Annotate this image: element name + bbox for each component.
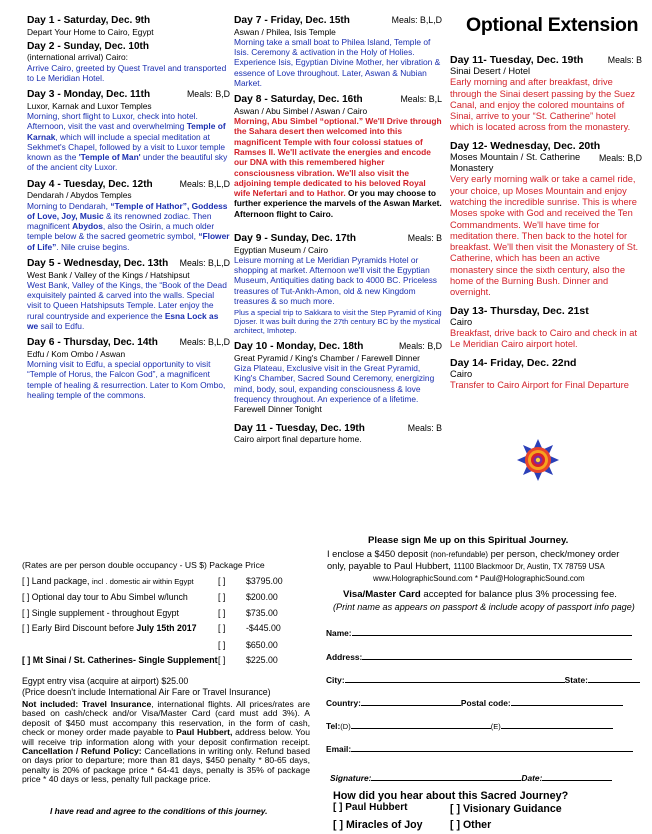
day-location: Dendarah / Abydos Temples — [27, 190, 132, 201]
price-value: $225.00 — [246, 655, 278, 665]
day-heading — [234, 15, 442, 27]
description-segment: . Nile cruise begins. — [56, 241, 130, 252]
city-row — [326, 674, 640, 685]
extension-day — [450, 140, 642, 299]
referral-paul-hubbert[interactable]: [ ] Paul Hubbert — [333, 802, 408, 813]
day-location: Aswan / Abu Simbel / Aswan / Cairo — [234, 105, 368, 116]
tel-evening-field[interactable] — [501, 720, 613, 729]
price-label[interactable]: [ ] Mt Sinai / St. Catherines- Single Supplement — [22, 655, 218, 665]
day-number: Day 14- — [450, 356, 488, 369]
city-field[interactable] — [345, 674, 565, 683]
extension-day — [450, 305, 642, 351]
description-segment: Or you may choose to further experience the marvels of the Aswan Market. Afternoon flight to Cairo. — [234, 188, 442, 219]
price-value: $650.00 — [246, 640, 278, 650]
day-description — [27, 359, 230, 400]
price-row — [22, 592, 278, 604]
day-entry — [27, 41, 230, 83]
day-number: Day 11- — [450, 54, 487, 66]
signature-field[interactable] — [371, 772, 521, 781]
price-value: $3795.00 — [246, 576, 283, 586]
description-segment: Morning to Dendarah, — [27, 200, 111, 211]
day-description: Breakfast, drive back to Cairo and check in at Le Meridian Cairo airport hotel. — [450, 327, 638, 350]
day-heading — [27, 179, 230, 191]
mailing-address: 11100 Blackmoor Dr, Austin, TX 78759 USA — [453, 562, 605, 571]
terms-body-2: address below. You will receive trip information along with your deposit confirmation receipt. — [22, 727, 310, 747]
day-entry — [234, 15, 442, 88]
terms-body: , international flights. All prices/rates are based on cash/check and/or Visa/Master Card (card must add 3%). A deposit of $450 must accompany this reservation, in the form of cash, check or money order made payable to — [22, 699, 310, 738]
description-segment: Giza Plateau, Exclusive visit in the Great Pyramid, King's Chamber, Sacred Sound Ceremony, energizing mind, body, soul, expanding consciousness & love frequency throughout. An experience of a lifetime. — [234, 363, 435, 405]
itinerary-column-2 — [234, 15, 442, 444]
day-date: Thursday, Dec. 21st — [490, 304, 589, 317]
price-value: -$445.00 — [246, 623, 281, 633]
pricing-header: (Rates are per person double occupancy - US $) Package Price — [22, 560, 265, 570]
terms-lead: Not included: Travel Insurance — [22, 699, 152, 709]
day-entry — [234, 94, 442, 219]
price-row — [22, 608, 278, 620]
description-segment: “Flower of Life” — [27, 231, 230, 252]
day-entry — [27, 15, 230, 37]
refund-policy-heading: Cancellation / Refund Policy: — [22, 746, 142, 757]
date-field[interactable] — [542, 772, 612, 781]
date-label: Date: — [521, 773, 543, 783]
day-location: Moses Mountain / St. Catherine Monastery — [450, 151, 581, 174]
description-segment: Morning, Abu Simbel “optional.” We'll Drive through the Sahara desert then welcomed into this magnificent Temple with four colossi statues of Ramses II. We'll activate the energies and encode our DNA with this remembered higher consciousness vibration. We'll also visit the adjoining temple dedicated to his beloved Royal wife Nefertari and to Hathor. — [234, 116, 442, 199]
price-label[interactable]: [ ] Single supplement - throughout Egypt — [22, 608, 179, 618]
description-segment: Farewell Dinner Tonight — [234, 404, 322, 415]
day-date: Saturday, Dec. 9th — [63, 15, 151, 26]
day-description — [234, 116, 442, 219]
tel-row — [326, 720, 613, 731]
day-meals: Meals: B,L,D — [179, 178, 230, 189]
day-heading — [234, 341, 442, 353]
day-description — [27, 111, 230, 173]
extension-day — [450, 357, 642, 392]
card-fee-text: accepted for balance plus 3% processing fee. — [420, 589, 617, 600]
day-date: Tuesday, Dec. 12th — [63, 178, 153, 190]
day-entry — [27, 179, 230, 252]
referral-question: How did you hear about this Sacred Journey? — [333, 790, 569, 802]
price-label[interactable]: [ ] Land package, — [22, 576, 92, 586]
description-segment: Arrive Cairo, greeted by Quest Travel and transported to Le Meridian Hotel. — [27, 62, 227, 83]
deposit-note: (non-refundable) — [430, 550, 489, 559]
name-label: Name: — [326, 628, 352, 638]
price-checkbox[interactable]: [ ] — [218, 592, 226, 602]
day-entry — [234, 233, 442, 335]
day-entry — [234, 423, 442, 445]
description-segment: , also the Osirin, a much older temple below & the sacred geometric symbol, — [27, 221, 215, 242]
description-segment: Temple of Karnak — [27, 121, 226, 142]
country-label: Country: — [326, 698, 361, 708]
payable-label: only, payable to Paul Hubbert, — [327, 561, 454, 571]
description-segment: Leisure morning at Le Meridian Pyramids Hotel or shopping at market. Afternoon we'll visit the Egyptian Museum, Antiquities dating back to 4000 BC. Priceless treasures of Tut-Ankh-Amon, old & new Kingdom treasures & so much more. — [234, 254, 437, 307]
day-description — [234, 37, 442, 88]
day-number: Day 4 - — [27, 178, 61, 190]
day-number: Day 3 - — [27, 89, 61, 101]
day-location: (international arrival) Cairo: — [27, 52, 129, 63]
extension-column — [450, 54, 642, 397]
day-location: Egyptian Museum / Cairo — [234, 244, 329, 255]
price-checkbox[interactable]: [ ] — [218, 655, 226, 665]
description-segment: 'Temple of Man' — [78, 152, 141, 163]
day-meals: Meals: B,L,D — [179, 258, 230, 269]
price-excludes: (Price doesn't include International Air Fare or Travel Insurance) — [22, 687, 271, 697]
day-number: Day 13- — [450, 304, 488, 317]
card-text — [343, 590, 617, 600]
passport-note: (Print name as appears on passport & include acopy of passport info page) — [333, 602, 635, 612]
day-location: Depart Your Home to Cairo, Egypt — [27, 26, 154, 37]
day-description — [27, 63, 230, 84]
day-number: Day 11 - — [234, 422, 273, 434]
day-location: Great Pyramid / King's Chamber / Farewell Dinner — [234, 352, 420, 363]
day-meals: Meals: B,D — [398, 341, 442, 352]
country-row — [326, 697, 623, 708]
day-date: Tuesday, Dec. 19th — [489, 54, 584, 66]
day-number: Day 12- — [450, 139, 488, 152]
day-location: Cairo airport final departure home. — [234, 434, 362, 445]
mandala-icon — [516, 438, 560, 482]
description-segment: , which will include a special meditation at Sekhmet's Chapel, followed by a visit to Luxor temple known as the — [27, 131, 226, 163]
day-meals: Meals: B — [607, 55, 642, 65]
day-meals: Meals: B,L,D — [179, 337, 230, 348]
tel-day-label: (D) — [340, 722, 351, 731]
terms-text — [22, 700, 310, 785]
price-row — [22, 576, 283, 588]
day-entry — [27, 337, 230, 400]
price-checkbox[interactable]: [ ] — [218, 640, 226, 650]
day-number: Day 2 - — [27, 40, 61, 52]
extension-title: Optional Extension — [466, 14, 639, 36]
extension-day — [450, 54, 642, 134]
day-description — [234, 363, 442, 414]
day-heading — [27, 15, 230, 27]
day-description: Transfer to Cairo Airport for Final Departure — [450, 379, 629, 390]
price-checkbox[interactable]: [ ] — [218, 576, 226, 586]
price-row — [22, 655, 278, 667]
tel-day-field[interactable] — [351, 720, 491, 729]
day-date: Saturday, Dec. 16th — [270, 94, 363, 106]
price-label-note: July 15th 2017 — [136, 623, 197, 633]
description-segment: Morning, short flight to Luxor, check into hotel. Afternoon, visit the vast and overwhelming — [27, 110, 198, 132]
terms-payee: Paul Hubbert, — [176, 727, 233, 738]
description-segment: Morning take a small boat to Philea Island, Temple of Isis. Ceremony & activation in the Holy of Holies. Experience Isis, Egyptian Divine Mother, her vibration & essence of Love throughout. Later, Aswan & Nubian Market. — [234, 36, 441, 88]
price-value: $735.00 — [246, 608, 278, 618]
day-meals: Meals: B,L — [400, 94, 442, 105]
description-segment: Esna Lock as we — [27, 310, 219, 332]
day-description — [27, 280, 230, 331]
extension-day-heading — [450, 54, 642, 66]
day-description — [234, 255, 442, 335]
description-segment: “Temple of Hathor”, Goddess of Love, Joy, Music — [27, 200, 228, 221]
signature-row — [330, 772, 612, 783]
day-meals: Meals: B — [407, 233, 442, 244]
day-date: Wednesday, Dec. 20th — [490, 139, 601, 152]
day-date: Sunday, Dec. 17th — [270, 233, 356, 245]
day-entry — [27, 89, 230, 173]
day-entry — [234, 341, 442, 414]
description-segment: under the beautiful sky of the ancient city Luxor. — [27, 152, 228, 173]
visa-fee: Egypt entry visa (acquire at airport) $25.00 — [22, 676, 189, 686]
price-checkbox[interactable]: [ ] — [218, 608, 226, 618]
day-description: Very early morning walk or take a camel ride, your choice, up Moses Mountain and enjoy watching the incredible sunrise. This is where Moses spoke with God and received the Ten Commandments. We'll have time for meditation there. Then back to the hotel for breakfast. We'll then visit the Monastery of St. Catherine, which has been an active monastery since the sixth century, also the home of the Burning Bush. Dinner and overnight. — [450, 174, 639, 298]
address-label: Address: — [326, 652, 363, 662]
description-segment: Morning visit to Edfu, a special opportunity to visit “Temple of Horus, the Falcon God”, a magnificent temple of healing & resurrection. Later to Kom Ombo, healing temple of the commons. — [27, 359, 226, 401]
day-heading — [27, 41, 230, 53]
price-value: $200.00 — [246, 592, 278, 602]
agree-text: I have read and agree to the conditions of this journey. — [50, 806, 268, 816]
description-segment: & its renowned zodiac. Then magnificent — [27, 210, 212, 232]
email-label: Email: — [326, 744, 352, 754]
day-heading — [27, 337, 230, 349]
name-field[interactable] — [352, 627, 632, 636]
state-label: State: — [564, 675, 588, 685]
tel-evening-label: (E) — [490, 722, 501, 731]
day-number: Day 9 - — [234, 233, 268, 245]
day-location: Cairo — [450, 316, 473, 327]
day-date: Friday, Dec. 15th — [270, 15, 350, 26]
day-date: Friday, Dec. 22nd — [490, 356, 577, 369]
price-label[interactable]: [ ] Optional day tour to Abu Simbel w/lunch — [22, 592, 188, 602]
day-description: Early morning and after breakfast, drive through the Sinai desert passing by the Suez Canal, and enjoy the colored mountains of Sinai, arrive to your “St. Catherine” hotel which is located across from the monastery. — [450, 77, 636, 133]
payable-text — [327, 561, 605, 572]
description-segment: West Bank, Valley of the Kings, the “Book of the Dead exquisitely painted & carved into the walls. Special visit to Queen Hatshipsuts Temple. Later enjoy the rural countryside and experience the — [27, 279, 227, 321]
description-segment: sail to Edfu. — [38, 321, 85, 332]
day-date: Monday, Dec. 18th — [276, 341, 364, 353]
day-location: Luxor, Karnak and Luxor Temples — [27, 100, 152, 111]
card-label: Visa/Master Card — [343, 589, 421, 600]
description-segment: Abydos — [72, 221, 103, 232]
referral-miracles-of-joy[interactable]: [ ] Miracles of Joy — [333, 819, 423, 831]
day-entry — [27, 258, 230, 331]
description-segment: Plus a special trip to Sakkara to visit the Step Pyramid of King Djoser. It was built during the 27th century BC by the mystical architect, Imhotep. — [234, 308, 442, 336]
price-row — [22, 623, 281, 635]
extension-day-heading — [450, 357, 642, 369]
day-location: Sinai Desert / Hotel — [450, 66, 531, 76]
postal-field[interactable] — [511, 697, 623, 706]
referral-visionary-guidance[interactable]: [ ] Visionary Guidance — [450, 803, 562, 815]
day-date: Tuesday, Dec. 19th — [275, 422, 365, 434]
day-date: Sunday, Dec. 10th — [63, 40, 149, 52]
price-label[interactable]: [ ] Early Bird Discount before — [22, 623, 137, 633]
tel-label: Tel: — [326, 721, 341, 731]
day-heading — [234, 423, 442, 435]
day-meals: Meals: B — [407, 422, 442, 433]
email-field[interactable] — [351, 743, 633, 752]
day-number: Day 8 - — [234, 94, 268, 106]
day-meals: Meals: B,L,D — [391, 15, 442, 25]
day-date: Thursday, Dec. 14th — [63, 337, 158, 349]
day-heading — [234, 94, 442, 106]
day-number: Day 6 - — [27, 337, 61, 349]
country-field[interactable] — [361, 697, 461, 706]
day-location: Edfu / Kom Ombo / Aswan — [27, 348, 126, 359]
day-meals: Meals: B,D — [598, 152, 642, 163]
signature-label: Signature: — [330, 773, 372, 783]
address-field[interactable] — [362, 651, 632, 660]
day-number: Day 5 - — [27, 258, 61, 270]
day-location: Cairo — [450, 368, 473, 379]
address-row — [326, 651, 632, 662]
deposit-label-2: per person, check/money order — [488, 549, 620, 559]
price-label-note: incl . domestic air within Egypt — [91, 577, 194, 586]
website-email: www.HolographicSound.com * Paul@HolographicSound.com — [373, 574, 585, 583]
day-heading — [27, 89, 230, 101]
day-number: Day 7 - — [234, 15, 268, 26]
day-number: Day 1 - — [27, 15, 61, 26]
city-label: City: — [326, 675, 345, 685]
deposit-label: I enclose a $450 deposit — [327, 549, 431, 559]
name-row — [326, 627, 632, 638]
day-description — [27, 201, 230, 252]
itinerary-column-1 — [27, 15, 230, 406]
day-date: Wednesday, Dec. 13th — [63, 258, 169, 270]
day-heading — [27, 258, 230, 270]
form-title: Please sign Me up on this Spiritual Journey. — [368, 535, 569, 546]
extension-day-heading — [450, 305, 642, 317]
referral-other[interactable]: [ ] Other — [450, 819, 492, 831]
terms-body-3: Cancellations in writing only. Refund based on days prior to departure; more than 81 days, $450 penalty * 80-65 days, penalty is 20% of package price * 64-41 days, penalty is 35% of package price * 40 days or less, penalty full package price. — [22, 746, 310, 785]
day-location: Aswan / Philea, Isis Temple — [234, 26, 336, 37]
day-meals: Meals: B,D — [186, 89, 230, 100]
day-number: Day 10 - — [234, 341, 274, 353]
day-date: Monday, Dec. 11th — [63, 89, 151, 101]
state-field[interactable] — [588, 674, 640, 683]
day-location: West Bank / Valley of the Kings / Hatshipsut — [27, 269, 190, 280]
day-heading — [234, 233, 442, 245]
email-row — [326, 743, 633, 754]
postal-label: Postal code: — [460, 698, 511, 708]
price-checkbox[interactable]: [ ] — [218, 623, 226, 633]
deposit-text — [327, 549, 619, 560]
